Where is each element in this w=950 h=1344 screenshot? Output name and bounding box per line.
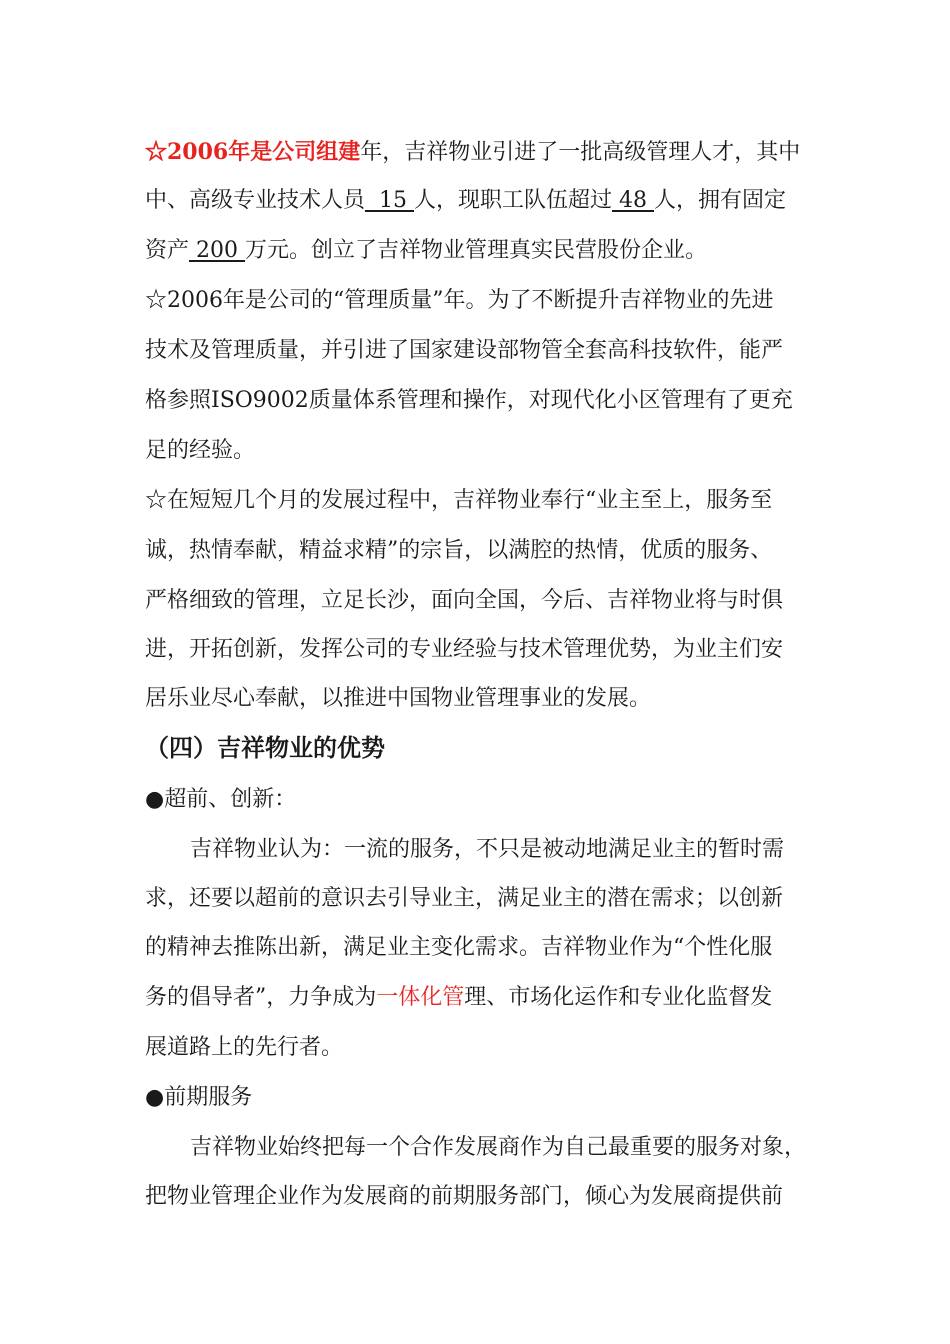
p2-line-2: 技术及管理质量，并引进了国家建设部物管全套高科技软件，能严 (145, 338, 784, 363)
text: 年，吉祥物业引进了一批高级管理人才，其中 (360, 140, 801, 165)
assets-amount: 200 (189, 238, 245, 263)
text: 资产 (145, 238, 190, 263)
text: 中、高级专业技术人员 (145, 188, 366, 213)
s1-line-4 (145, 984, 772, 1012)
s1-line-5: 展道路上的先行者。 (145, 1035, 344, 1060)
s1-line-2: 求，还要以超前的意识去引导业主，满足业主的潜在需求；以创新 (145, 886, 784, 911)
text: 万元。创立了吉祥物业管理真实民营股份企业。 (245, 238, 708, 263)
p3-line-3: 严格细致的管理，立足长沙，面向全国，今后、吉祥物业将与时俱 (145, 588, 784, 613)
p3-line-1: ☆在短短几个月的发展过程中，吉祥物业奉行“业主至上，服务至 (145, 488, 773, 513)
p2-line-1: ☆2006年是公司的“管理质量”年。为了不断提升吉祥物业的先进 (145, 288, 774, 313)
s1-line-3: 的精神去推陈出新，满足业主变化需求。吉祥物业作为“个性化服 (145, 935, 773, 960)
p3-line-5: 居乐业尽心奉献，以推进中国物业管理事业的发展。 (145, 686, 652, 711)
highlight-integrated-management: 一体化管 (376, 985, 465, 1010)
p3-line-2: 诚，热情奉献，精益求精”的宗旨，以满腔的热情，优质的服务、 (145, 538, 773, 563)
employee-count: 48 (612, 188, 654, 213)
section-heading: （四）吉祥物业的优势 (145, 734, 385, 762)
p2-line-3: 格参照ISO9002质量体系管理和操作，对现代化小区管理有了更充 (145, 388, 793, 413)
p3-line-4: 进，开拓创新，发挥公司的专业经验与技术管理优势，为业主们安 (145, 637, 784, 662)
s1-line-1: 吉祥物业认为：一流的服务，不只是被动地满足业主的暂时需 (190, 837, 785, 862)
text: 人，拥有固定 (654, 188, 787, 213)
s1-title: ●超前、创新： (145, 787, 297, 812)
s2-line-1: 吉祥物业始终把每一个合作发展商作为自己最重要的服务对象， (190, 1135, 807, 1160)
p1-line-3 (145, 237, 707, 265)
s2-line-2: 把物业管理企业作为发展商的前期服务部门，倾心为发展商提供前 (145, 1184, 784, 1209)
text: 理、市场化运作和专业化监督发 (464, 985, 773, 1010)
text: 人，现职工队伍超过 (414, 188, 613, 213)
highlight-founding-year: ☆2006年是公司组建 (145, 139, 361, 165)
p1-line-2 (145, 187, 786, 215)
s2-title: ●前期服务 (145, 1085, 253, 1110)
staff-count: 15 (365, 188, 414, 213)
text: 务的倡导者”，力争成为 (145, 985, 377, 1010)
p2-line-4: 足的经验。 (145, 438, 256, 463)
p1-line-1 (145, 138, 800, 167)
